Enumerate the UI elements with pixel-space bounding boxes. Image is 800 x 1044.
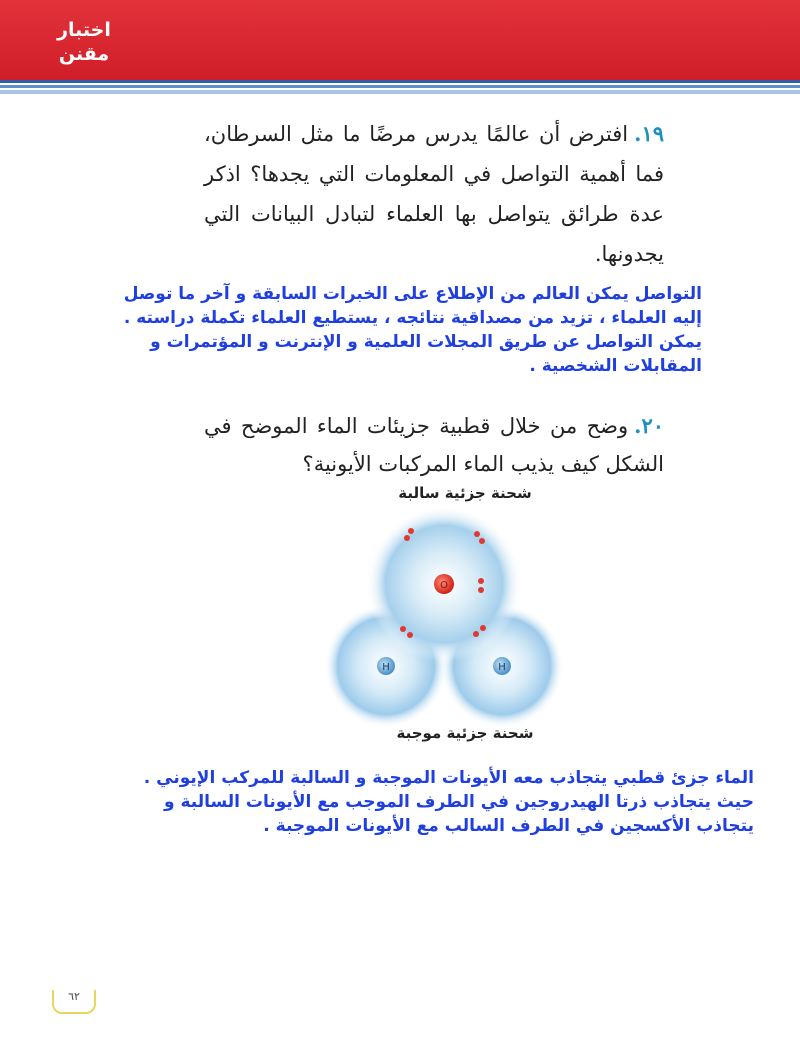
question-19 — [204, 114, 664, 274]
answer-19: التواصل يمكن العالم من الإطلاع على الخبرات السابقة و آخر ما توصل إليه العلماء ، تزيد من مصداقية نتائجه ، يستطيع العلماء تكملة دراسته . يمكن التواصل عن طريق المجلات العلمية و الإنترنت و المؤتمرات و المقابلات الشخصية . — [123, 284, 702, 376]
question-19-text: افترض أن عالمًا يدرس مرضًا ما مثل السرطان، فما أهمية التواصل في المعلومات التي يجدها؟ اذكر عدة طرائق يتواصل بها العلماء لتبادل البيانات التي يجدونها. — [204, 122, 665, 266]
positive-charge-label: شحنة جزئية موجبة — [396, 724, 534, 742]
answer-20: الماء جزئ قطبي يتجاذب معه الأيونات الموجبة و السالبة للمركب الإيوني . حيث يتجاذب ذرتا الهيدروجين في الطرف الموجب مع الأيونات السالبة و يتجاذب الأكسجين في الطرف السالب مع الأيونات الموجبة . — [143, 768, 754, 836]
page-number: ٦٢ — [52, 990, 96, 1014]
hydrogen-left-symbol: H — [382, 662, 390, 673]
question-20 — [204, 407, 664, 483]
negative-charge-label: شحنة جزئية سالبة — [398, 484, 532, 502]
water-molecule-figure — [320, 484, 680, 750]
badge-line1: اختبار — [57, 19, 111, 41]
test-badge — [52, 18, 116, 76]
oxygen-symbol: O — [440, 580, 448, 591]
header-stripes — [0, 80, 800, 98]
question-20-text: وضح من خلال قطبية جزيئات الماء الموضح في الشكل كيف يذيب الماء المركبات الأيونية؟ — [204, 414, 664, 476]
water-molecule-diagram — [320, 504, 620, 744]
hydrogen-right-symbol: H — [498, 662, 506, 673]
question-19-number: ١٩. — [634, 121, 664, 146]
header-banner — [0, 0, 800, 80]
badge-line2: مقنن — [58, 43, 110, 65]
question-20-number: ٢٠. — [634, 413, 664, 438]
